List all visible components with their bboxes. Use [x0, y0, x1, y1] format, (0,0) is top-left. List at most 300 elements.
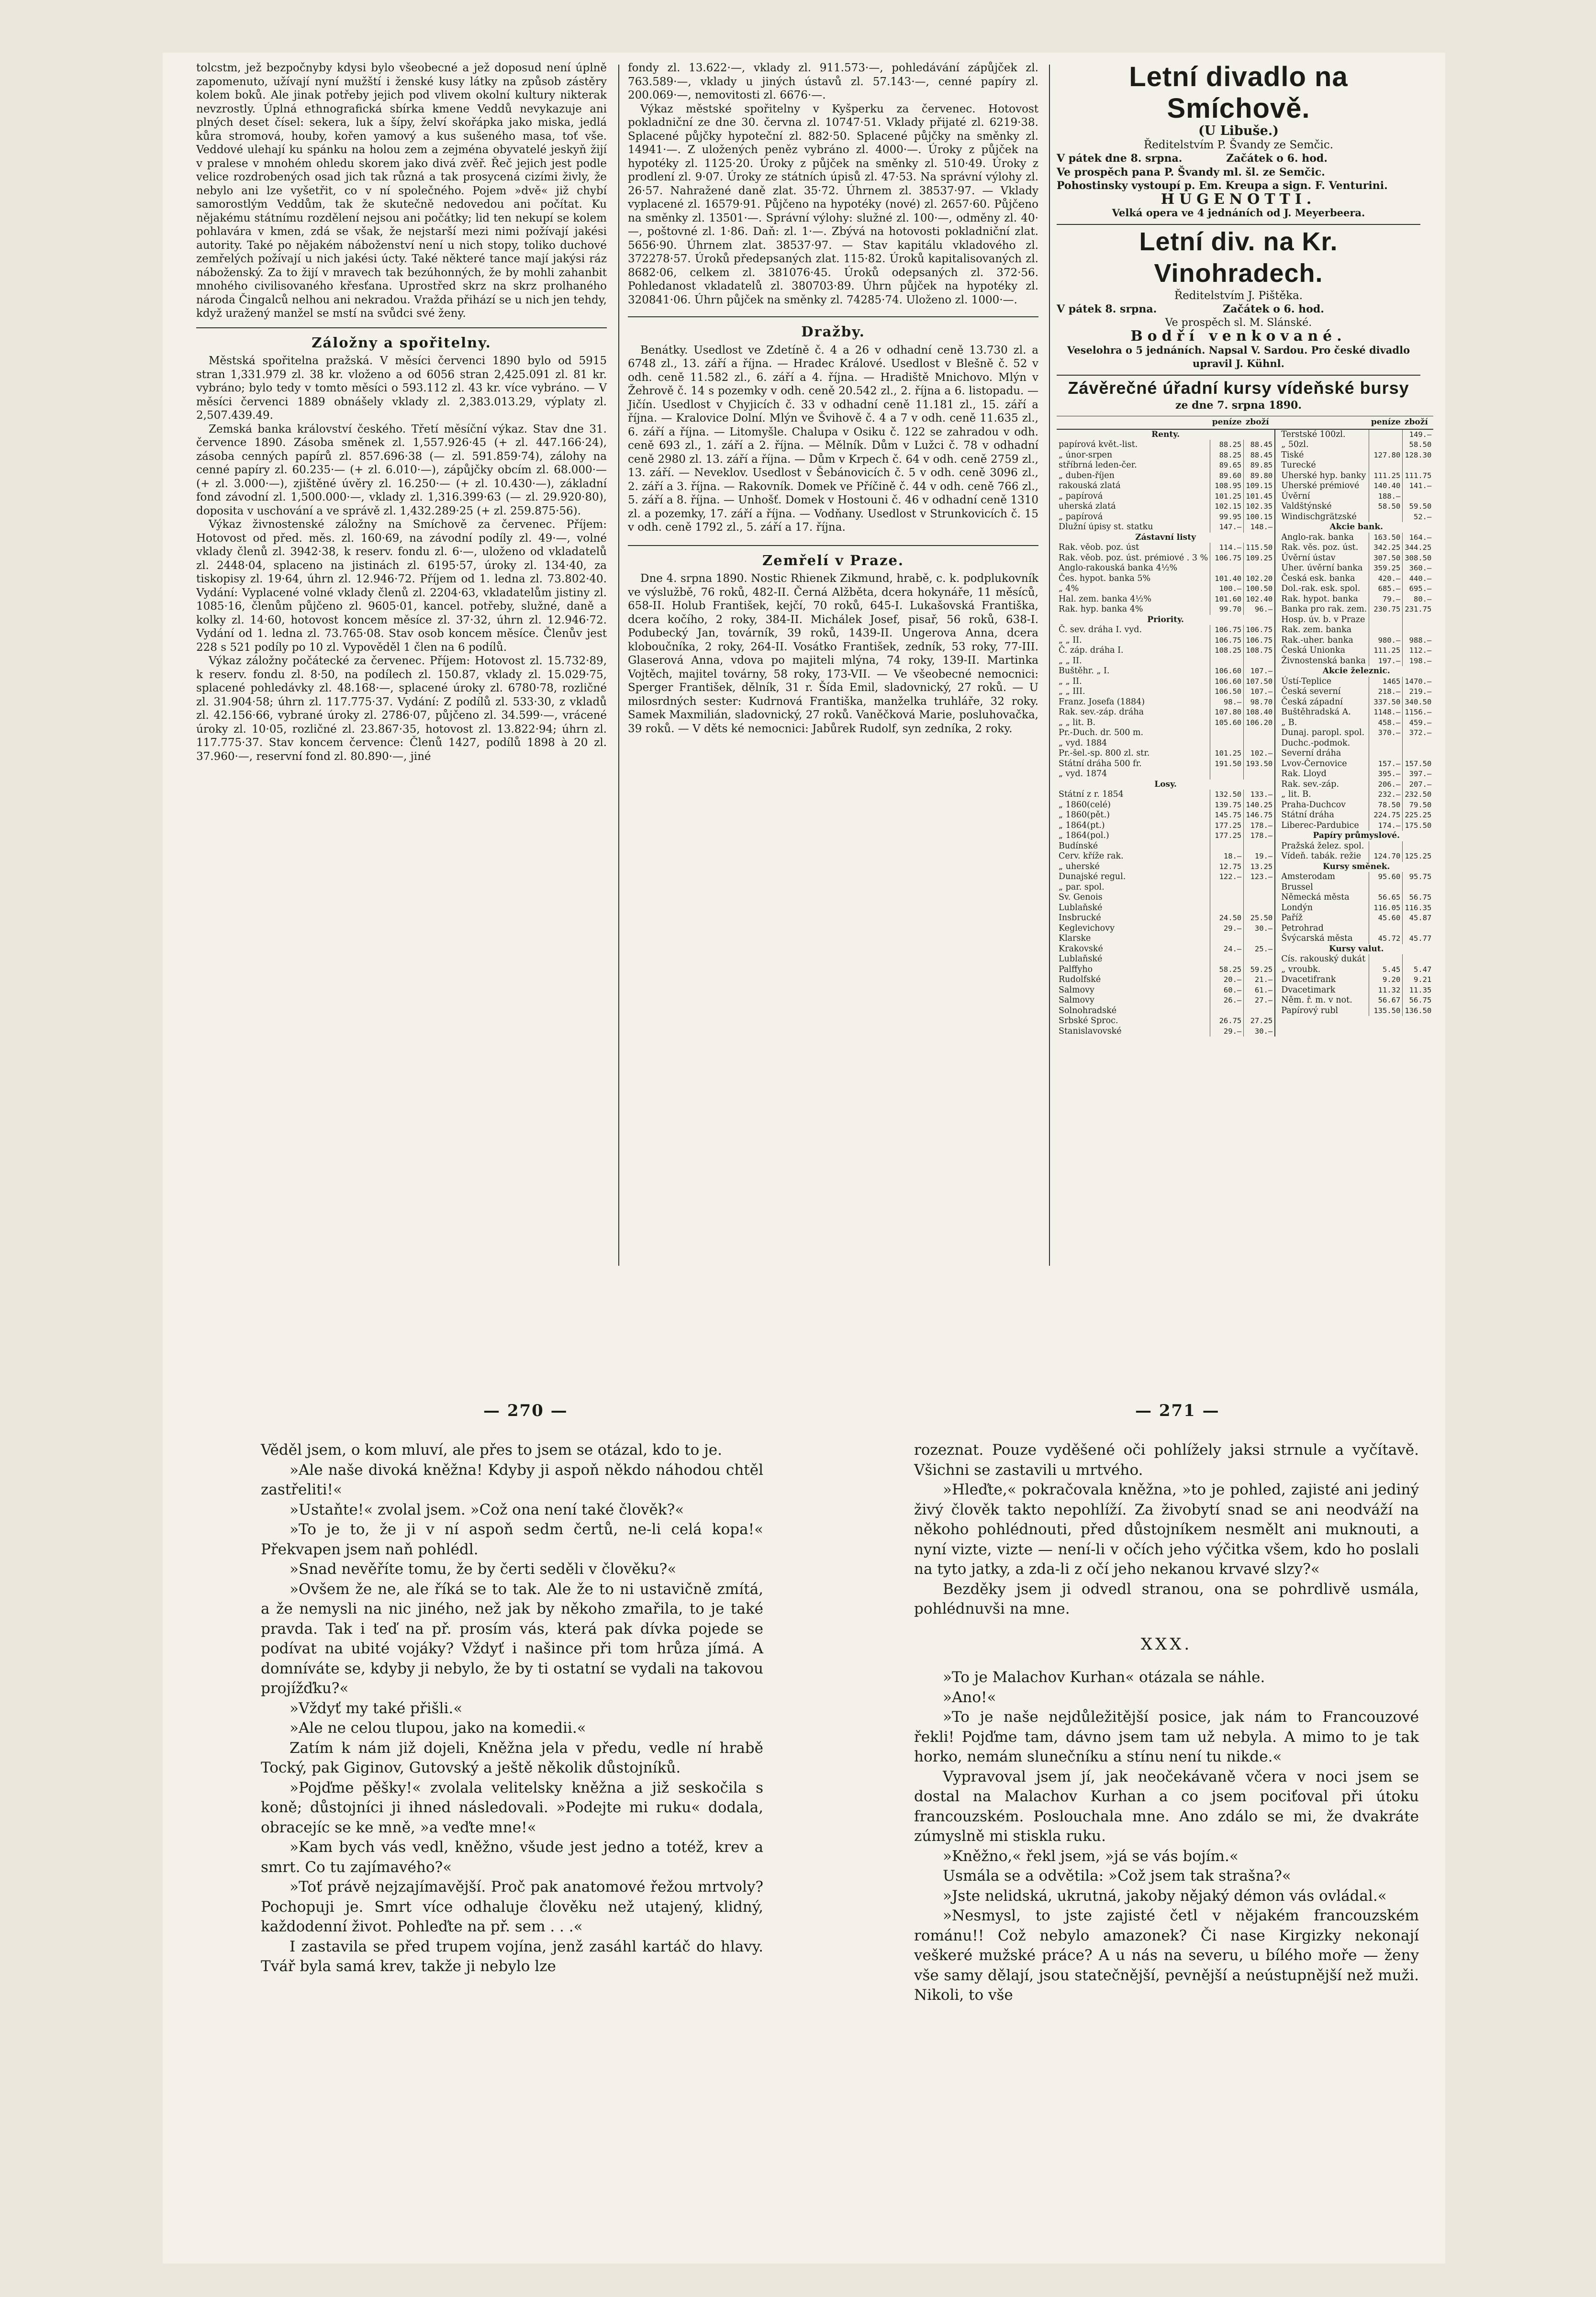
bourse-security-name: „ vyd. 1874 [1059, 769, 1107, 779]
bourse-price-zbozi: 231.75 [1403, 604, 1434, 615]
bourse-price-penize: 116.05 [1369, 903, 1403, 914]
bourse-price-zbozi [1403, 615, 1434, 625]
bourse-security-name: Státní dráha [1281, 810, 1334, 820]
bourse-price-penize: 197.— [1369, 656, 1403, 667]
bourse-price-penize: 224.75 [1369, 810, 1403, 821]
bourse-price-zbozi: 59.50 [1403, 502, 1434, 512]
bourse-price-zbozi: 1156.— [1403, 707, 1434, 718]
bourse-security-name: Rudolfské [1059, 975, 1101, 984]
bourse-security-name: „ duben-říjen [1059, 470, 1115, 480]
bourse-price-penize: 29.— [1210, 1026, 1244, 1037]
bourse-security-name: Úvěrní ústav [1281, 553, 1336, 563]
bourse-price-penize [1369, 924, 1403, 934]
book-paragraph: Zatím k nám již dojeli, Kněžna jela v předu, vedle ní hrabě Tocký, pak Giginov, Gutovský a ještě několik důstojníků. [261, 1739, 763, 1776]
bourse-price-penize [1369, 841, 1403, 852]
bourse-security-name: Paříž [1281, 913, 1303, 923]
bourse-security-name: Anglo-rakouská banka 4½% [1059, 563, 1178, 573]
bourse-price-penize: 89.60 [1210, 471, 1244, 481]
bourse-security-name: Dvacetifrank [1281, 975, 1336, 984]
bourse-price-zbozi: 140.25 [1244, 800, 1275, 811]
bourse-price-zbozi: 1470.— [1403, 677, 1434, 687]
bourse-security-name: Č. sev. dráha I. vyd. [1059, 625, 1142, 635]
bourse-row [1057, 697, 1433, 708]
bourse-price-penize: 24.50 [1210, 913, 1244, 924]
bourse-price-zbozi [1403, 738, 1434, 749]
bourse-category: Zástavní listy [1135, 532, 1196, 542]
bourse-price-penize: 101.60 [1210, 594, 1244, 605]
bourse-price-penize: 230.75 [1369, 604, 1403, 615]
bourse-price-zbozi: 106.75 [1244, 625, 1275, 636]
bourse-category: Losy. [1154, 779, 1177, 789]
bourse-security-name: Česká západní [1281, 697, 1343, 707]
bourse-price-penize: 191.50 [1210, 759, 1244, 769]
bourse-row [1057, 471, 1433, 481]
bourse-price-zbozi: 27.25 [1244, 1016, 1275, 1026]
bourse-price-zbozi: 13.25 [1244, 862, 1275, 872]
bourse-price-penize: 106.50 [1210, 687, 1244, 697]
bourse-security-name: Papírový rubl [1281, 1005, 1339, 1015]
bourse-price-zbozi [1244, 656, 1275, 667]
bourse-security-name: „ „ II. [1059, 635, 1082, 645]
bourse-price-penize: 9.20 [1369, 975, 1403, 985]
bourse-price-zbozi: 193.50 [1244, 759, 1275, 769]
bourse-price-penize: 29.— [1210, 924, 1244, 934]
theater-vinohrady-title: Letní div. na Kr. Vinohradech. [1139, 227, 1338, 288]
bourse-price-penize: 420.— [1369, 574, 1403, 584]
bourse-price-penize: 5.45 [1369, 965, 1403, 975]
bourse-price-zbozi: 397.— [1403, 769, 1434, 780]
bourse-security-name: „ 1860(celé) [1059, 800, 1111, 810]
bourse-price-penize: 188.— [1369, 491, 1403, 502]
bourse-price-penize [1210, 563, 1244, 574]
bourse-security-name: Česká esk. banka [1281, 573, 1355, 583]
bourse-price-penize: 177.25 [1210, 821, 1244, 831]
bourse-price-penize: 99.70 [1210, 604, 1244, 615]
bourse-price-zbozi: 146.75 [1244, 810, 1275, 821]
bourse-security-name: „ únor-srpen [1059, 450, 1113, 460]
bourse-price-penize: 26.— [1210, 995, 1244, 1006]
bourse-price-penize: 342.25 [1369, 543, 1403, 553]
bourse-row [1057, 748, 1433, 759]
theater-line: Ve prospěch pana P. Švandy ml. šl. ze Semčic. [1057, 166, 1325, 178]
bourse-price-penize [1210, 1006, 1244, 1016]
bourse-price-zbozi: 109.15 [1244, 481, 1275, 491]
bourse-security-name: Česká Unionka [1281, 646, 1346, 655]
bourse-price-penize: 337.50 [1369, 697, 1403, 708]
bourse-price-penize [1369, 512, 1403, 523]
bourse-security-name: Švýcarská města [1281, 934, 1353, 943]
bourse-security-name: „ 1860(pět.) [1059, 810, 1110, 820]
bourse-security-name: Rak. sev.-záp. dráha [1059, 707, 1144, 717]
bourse-security-name: Praha-Duchcov [1281, 800, 1346, 810]
bourse-price-zbozi: 107.— [1244, 687, 1275, 697]
bourse-security-name: Hal. zem. banka 4½% [1059, 594, 1151, 604]
bourse-price-penize [1210, 738, 1244, 749]
savings-paragraph: Výkaz živnostenské záložny na Smíchově za červenec. Příjem: Hotovost od před. měs. zl. 160·69, na závodní podíly zl. 49·—, volné vklady členů zl. 3942·38, k reserv. fondu zl. 6·—, uloženo od vkladatelů zl. 2448·04, splaceno na jistinách zl. 6195·57, úroky zl. 134·40, za tiskopisy zl. 19·64, úhrn zl. 12.946·72. Příjem od 1. ledna zl. 73.802·40. Vydání: Vyplacené volné vklady členů zl. 2204·63, vkladatelům jistiny zl. 1085·16, členům půjčeno zl. 9605·01, kancel. potřeby, služné, daně a kolky zl. 14·60, hotovost koncem měsíce zl. 37·32, úhrn zl. 12.946·72. Vydání od 1. ledna zl. 73.765·08. Stav osob koncem měsíce. Členův jest 228 s 521 podíly po 10 zl. Vypověděl 1 člen na 6 podílů. [196, 518, 607, 654]
book-paragraph: »To je naše nejdůležitější posice, jak nám to Francouzové řekli! Pojďme tam, dávno jsem tam už nebyla. A mimo to je tak horko, nemám slunečníku a stínu není tu nikde.« [914, 1708, 1419, 1765]
bourse-price-zbozi: 112.— [1403, 646, 1434, 656]
bourse-row [1057, 965, 1433, 975]
bourse-price-zbozi [1244, 934, 1275, 944]
bourse-price-penize: 395.— [1369, 769, 1403, 780]
bourse-price-zbozi: 440.— [1403, 574, 1434, 584]
bourse-security-name: Severní dráha [1281, 748, 1341, 758]
book-paragraph: »Ale naše divoká kněžna! Kdyby ji aspoň někdo náhodou chtěl zastřeliti!« [261, 1461, 763, 1498]
bourse-security-name: Windischgrätzské [1281, 512, 1357, 522]
bourse-price-penize: 106.75 [1210, 636, 1244, 646]
bourse-price-zbozi [1403, 460, 1434, 471]
bourse-security-name: „ lit. B. [1281, 790, 1311, 799]
bourse-security-name: Vídeň. tabák. režie [1281, 851, 1362, 861]
bourse-category: Renty. [1151, 429, 1180, 439]
bourse-price-penize [1210, 656, 1244, 667]
bourse-security-name: Pr.-Duch. dr. 500 m. [1059, 728, 1144, 737]
bourse-security-name: Salmovy [1059, 985, 1094, 995]
bourse-security-name: Rak.-uher. banka [1281, 635, 1353, 645]
bourse-row [1057, 954, 1433, 965]
bourse-row [1057, 440, 1433, 450]
bourse-price-zbozi: 123.— [1244, 872, 1275, 882]
bourse-row [1057, 841, 1433, 852]
theater-play-note: Veselohra o 5 jednáních. Napsal V. Sardou. Pro české divadlo upravil J. Kühnl. [1067, 344, 1410, 369]
bourse-price-penize: 108.95 [1210, 481, 1244, 491]
theater-smichov-subtitle: (U Libuše.) [1198, 123, 1279, 138]
bourse-security-name: Úvěrní [1281, 491, 1310, 501]
bourse-security-name: Lublaňské [1059, 903, 1103, 913]
bourse-security-name: Buštěhradská A. [1281, 707, 1351, 717]
book-paragraph: »Pojďme pěšky!« zvolala velitelsky kněžna a již seskočila s koně; důstojníci ji ihned následovali. »Podejte mi ruku« dodala, obracejíc se ke mně, »a veďte mne!« [261, 1779, 763, 1836]
bourse-price-penize: 58.50 [1369, 502, 1403, 512]
bourse-price-zbozi [1244, 841, 1275, 852]
bourse-price-penize [1369, 738, 1403, 749]
bourse-price-zbozi: 30.— [1244, 1026, 1275, 1037]
bourse-price-penize: 111.25 [1369, 471, 1403, 481]
theater-line: Pohostinsky vystoupí p. Em. Kreupa a sign. F. Venturini. [1057, 179, 1388, 192]
bourse-security-name: Německá města [1281, 892, 1350, 902]
bourse-price-penize [1210, 892, 1244, 903]
bourse-row [1057, 646, 1433, 656]
bourse-security-name: „ 1864(pt.) [1059, 820, 1105, 830]
column-divider [1049, 65, 1050, 1266]
bourse-row [1057, 1026, 1433, 1037]
bourse-row [1057, 728, 1433, 738]
bourse-price-penize: 24.— [1210, 944, 1244, 955]
bourse-security-name: Rak. zem. banka [1281, 625, 1352, 635]
bourse-price-zbozi: 149.— [1403, 429, 1434, 440]
bourse-security-name: Čes. hypot. banka 5% [1059, 573, 1151, 583]
bourse-security-name: „ „ lit. B. [1059, 717, 1096, 727]
column-left [196, 61, 607, 1267]
bourse-price-penize: 107.80 [1210, 707, 1244, 718]
bourse-price-zbozi: 89.85 [1244, 460, 1275, 471]
section-title-drazby: Dražby. [801, 323, 865, 340]
bourse-price-zbozi: 27.— [1244, 995, 1275, 1006]
bourse-price-zbozi: 164.— [1403, 533, 1434, 543]
bourse-price-zbozi: 128.30 [1403, 450, 1434, 461]
bourse-price-zbozi: 372.— [1403, 728, 1434, 738]
bourse-row [1057, 1016, 1433, 1026]
col-header-zbozi: zboží [1403, 416, 1434, 429]
bourse-security-name: Amsterodam [1281, 872, 1335, 881]
bourse-price-zbozi: 101.45 [1244, 491, 1275, 502]
bourse-security-name: Klarske [1059, 934, 1091, 943]
bourse-price-zbozi: 21.— [1244, 975, 1275, 985]
bourse-price-zbozi: 988.— [1403, 636, 1434, 646]
book-paragraph: »Ale ne celou tlupou, jako na komedii.« [290, 1719, 586, 1737]
bourse-row [1057, 790, 1433, 800]
zemreli-text: Dne 4. srpna 1890. Nostic Rhienek Zikmund, hrabě, c. k. podplukovník ve výslužbě, 76 roků, 482-II. Černá Alžběta, dcera hokynáře, 11 měsíců, 658-II. Holub František, kejčí, 70 roků, 645-I. Lukašovská Františka, dcera kočího, 2 roky, 384-II. Michálek Josef, pisař, 56 roků, 638-I. Podubecký Jan, továrník, 39 roků, 1439-II. Ungerova Anna, dcera kloboučníka, 2 roky, 264-II. Vosátko František, zedník, 53 roky, 77-III. Glaserová Anna, vdova po majiteli mlýna, 74 roky, 139-II. Martinka Vojtěch, majitel továrny, 58 roky, 173-VII. — Ve všeobecné nemocnici: Sperger František, dělník, 31 r. Šída Emil, sladovnický, 27 roků. — U milosrdných sester: Kudrnová Františka, manželka truhláře, 32 roky. Samek Maxmilián, sladovnický, 27 roků. Vaněčková Marie, posluhovačka, 39 roků. — V děts ké nemocnici: Jabůrek Rudolf, syn zedníka, 2 roky. [628, 572, 1038, 735]
divider [628, 545, 1038, 546]
bourse-price-zbozi: 56.75 [1403, 995, 1434, 1006]
bourse-row [1057, 491, 1433, 502]
bourse-security-name: Ústí-Teplice [1281, 676, 1332, 686]
bourse-security-name: Srbské Sproc. [1059, 1016, 1118, 1026]
bourse-price-zbozi: 136.50 [1403, 1006, 1434, 1016]
bourse-price-penize [1369, 748, 1403, 759]
bourse-price-zbozi: 88.45 [1244, 450, 1275, 461]
divider [1057, 224, 1420, 225]
bourse-price-penize [1210, 903, 1244, 914]
bourse-price-penize: 99.95 [1210, 512, 1244, 523]
bourse-price-penize: 135.50 [1369, 1006, 1403, 1016]
bourse-price-penize: 124.70 [1369, 851, 1403, 862]
theater-play-title: Bodří venkované. [1130, 328, 1347, 345]
bourse-security-name: „ „ II. [1059, 656, 1082, 666]
bourse-price-zbozi: 178.— [1244, 831, 1275, 841]
bourse-price-zbozi: 52.— [1403, 512, 1434, 523]
bourse-row [1057, 533, 1433, 543]
bourse-security-name: „ „ III. [1059, 687, 1085, 696]
savings-paragraph: Městská spořitelna pražská. V měsíci červenci 1890 bylo od 5915 stran 1,331.979 zl. 38 kr. vloženo a od 6056 stran 2,425.091 zl. 81 kr. vybráno; bylo tedy v tomto měsíci o 593.112 zl. 43 kr. více vybráno. — V měsíci červenci 1889 obnášely vklady zl. 2,383.013.29, výplaty zl. 2,507.439.49. [196, 355, 607, 422]
bourse-price-penize [1210, 882, 1244, 893]
bourse-price-penize: 106.60 [1210, 666, 1244, 677]
bourse-category: Kursy směnek. [1323, 861, 1390, 871]
bourse-security-name: Dunajské regul. [1059, 872, 1126, 881]
section-title-zalozny: Záložny a spořitelny. [312, 334, 491, 351]
bourse-security-name: Rak. hypot. banka [1281, 594, 1358, 604]
bourse-price-zbozi: 106.75 [1244, 636, 1275, 646]
bourse-row [1057, 985, 1433, 996]
theater-play-note: Velká opera ve 4 jednáních od J. Meyerbeera. [1112, 207, 1365, 219]
bourse-price-zbozi: 360.— [1403, 563, 1434, 574]
bourse-row [1057, 1006, 1433, 1016]
bourse-row [1057, 594, 1433, 605]
bourse-price-zbozi: 340.50 [1403, 697, 1434, 708]
bourse-price-penize: 980.— [1369, 636, 1403, 646]
bourse-security-name: rakouská zlatá [1059, 481, 1121, 491]
bourse-security-name: Duchc.-podmok. [1281, 738, 1350, 748]
bourse-price-penize: 685.— [1369, 584, 1403, 594]
bourse-security-name: „ par. spol. [1059, 882, 1105, 892]
bourse-price-zbozi: 59.25 [1244, 965, 1275, 975]
bourse-price-penize: 127.80 [1369, 450, 1403, 461]
bourse-price-zbozi [1244, 728, 1275, 738]
theater-line: Ředitelstvím J. Pištěka. [1174, 289, 1303, 302]
bourse-category: Akcie bank. [1329, 522, 1384, 532]
bourse-price-zbozi [1244, 903, 1275, 914]
bourse-row [1057, 677, 1433, 687]
bourse-security-name: Keglevichovy [1059, 923, 1115, 933]
bourse-price-penize: 106.75 [1210, 553, 1244, 564]
bourse-price-penize: 45.72 [1369, 934, 1403, 944]
bourse-security-name: stříbrná leden-čer. [1059, 460, 1137, 470]
bourse-row [1057, 543, 1433, 553]
bourse-row [1057, 450, 1433, 461]
book-paragraph: Usmála se a odvětila: »Což jsem tak strašna?« [943, 1867, 1291, 1884]
bourse-price-penize [1210, 954, 1244, 965]
bourse-price-penize: 18.— [1210, 851, 1244, 862]
bourse-price-penize: 458.— [1369, 718, 1403, 728]
bourse-price-penize: 114.— [1210, 543, 1244, 553]
bourse-price-penize: 88.25 [1210, 440, 1244, 450]
bourse-price-penize: 307.50 [1369, 553, 1403, 564]
bourse-security-name: Státní dráha 500 fr. [1059, 758, 1142, 769]
bourse-price-penize [1369, 625, 1403, 636]
bourse-row [1057, 780, 1433, 790]
bourse-price-zbozi: 102.40 [1244, 594, 1275, 605]
book-paragraph: »Vždyť my také přišli.« [290, 1699, 463, 1717]
book-paragraph: »Ovšem že ne, ale říká se to tak. Ale že to ni ustavičně zmítá, a že nemysli na nic jiného, než jak by někoho zmařila, to je také pravda. Tak i teď na př. prosím vás, která pak dívka pojede se podívat na ubité vojáky? Vždyť i našince při tom hrůza jímá. A domníváte se, kdyby ji nebylo, že by ti ostatní se vydali na takovou projížďku?« [261, 1580, 763, 1697]
bourse-row [1057, 769, 1433, 780]
bourse-security-name: Turecké [1281, 460, 1316, 470]
bourse-price-zbozi: 61.— [1244, 985, 1275, 996]
bourse-price-zbozi [1403, 625, 1434, 636]
bourse-price-penize [1210, 934, 1244, 944]
bourse-price-zbozi: 25.50 [1244, 913, 1275, 924]
bourse-price-zbozi: 9.21 [1403, 975, 1434, 985]
bourse-price-penize: 163.50 [1369, 533, 1403, 543]
column-right [1057, 61, 1432, 1272]
bourse-price-penize: 12.75 [1210, 862, 1244, 872]
bourse-price-zbozi: 232.50 [1403, 790, 1434, 800]
bourse-security-name: „ vroubk. [1281, 964, 1321, 974]
drazby-text: Benátky. Usedlost ve Zdetíně č. 4 a 26 v odhadní ceně 13.730 zl. a 6748 zl., 13. září a října. — Hradec Králové. Usedlost v Blešně č. 52 v odh. ceně 11.582 zl., 6. září a 4. října. — Hradiště Mnichovo. Mlýn v Žehrově č. 14 s pozemky v odh. ceně 20.542 zl., 2. října a 6. listopadu. — Jičín. Usedlost v Chyjicích č. 33 v odhadní ceně 11.181 zl., 15. září a října. — Kralovice Dolní. Mlýn ve Švihově č. 4 a 7 v odh. ceně 11.635 zl., 6. září a října. — Litomyšle. Chalupa v Osiku č. 122 se zahradou v odh. ceně 693 zl., 1. září a 2. října. — Mělník. Dům v Lužci č. 78 v odhadní ceně 2980 zl. 13. září a října. — Dům v Krpech č. 64 v odh. ceně 2759 zl., 13. září. — Neveklov. Usedlost v Šebánovicích č. 5 v odh. ceně 3096 zl., 2. září a 3. října. — Rakovník. Domek ve Příčině č. 44 v odh. ceně 766 zl., 5. září a 8. října. — Unhošť. Domek v Hostouni č. 46 v odhadní ceně 1310 zl. a pozemky, 17. září a října. — Vodňany. Usedlost v Strunkovicích č. 15 v odh. ceně 1792 zl., 5. září a 17. října. [628, 344, 1038, 534]
bourse-price-penize: 139.75 [1210, 800, 1244, 811]
bourse-price-zbozi: 102.35 [1244, 502, 1275, 512]
bourse-row [1057, 810, 1433, 821]
bourse-price-penize [1369, 882, 1403, 893]
bourse-price-zbozi: 198.— [1403, 656, 1434, 667]
theater-line: V pátek dne 8. srpna. Začátek o 6. hod. [1057, 152, 1328, 165]
bourse-security-name: „ 50zl. [1281, 440, 1309, 449]
bourse-price-penize [1369, 429, 1403, 440]
bourse-price-penize: 1148.— [1369, 707, 1403, 718]
bourse-security-name: Cís. rakouský dukát [1281, 954, 1366, 964]
bourse-security-name: „ 4% [1059, 584, 1079, 593]
bourse-price-zbozi: 56.75 [1403, 892, 1434, 903]
book-paragraph: rozeznat. Pouze vyděšené oči pohlížely jaksi strnule a vyčítavě. Všichni se zastavili u mrtvého. [914, 1441, 1419, 1479]
section-title-zemreli: Zemřelí v Praze. [762, 552, 904, 569]
bourse-security-name: Valdštýnské [1281, 502, 1332, 511]
bourse-row [1057, 666, 1433, 677]
column-middle [628, 61, 1038, 1267]
bourse-price-penize [1369, 615, 1403, 625]
bourse-price-penize [1369, 460, 1403, 471]
bourse-security-name: Dvacetimark [1281, 985, 1336, 995]
page-number-right: — 271 — [1135, 1401, 1220, 1420]
bourse-price-zbozi: 225.25 [1403, 810, 1434, 821]
bourse-security-name: Rak. věob. poz. úst [1059, 543, 1139, 552]
bourse-security-name: Budínské [1059, 841, 1098, 851]
bourse-price-penize: 102.15 [1210, 502, 1244, 512]
bourse-price-penize: 79.— [1369, 594, 1403, 605]
bourse-security-name: „ papírová [1059, 491, 1103, 501]
bourse-security-name: Krakovské [1059, 944, 1103, 954]
bourse-security-name: Česká severní [1281, 687, 1341, 696]
bourse-price-penize: 232.— [1369, 790, 1403, 800]
bourse-price-zbozi [1244, 954, 1275, 965]
bourse-row [1057, 821, 1433, 831]
book-paragraph: »Kněžno,« řekl jsem, »já se vás bojím.« [943, 1847, 1239, 1865]
bourse-price-penize: 11.32 [1369, 985, 1403, 996]
bourse-row [1057, 625, 1433, 636]
bourse-table [1057, 416, 1433, 1037]
savings-paragraph: Výkaz záložny počátecké za červenec. Příjem: Hotovost zl. 15.732·89, k reserv. fondu zl. 8·50, na podílech zl. 150.87, vklady zl. 15.029·75, splacené pohledávky zl. 48.168·—, splacené úroky zl. 6780·78, rozličné zl. 31.904·58; úhrn zl. 117.775·37. Vydání: Z podílů zl. 533·30, z vkladů zl. 42.156·66, vybrané úroky zl. 2786·07, půjčeno zl. 34.599·—, vrácené úroky zl. 10·05, rozličné zl. 23.867·35, hotovost zl. 13.822·94; úhrn zl. 117.775·37. Stav koncem července: Členů 1427, podílů 1898 à 20 zl. 37.960·—, reservní fond zl. 80.890·—, jiné [196, 655, 607, 763]
book-paragraph: »Hleďte,« pokračovala kněžna, »to je pohled, zajisté ani jediný živý člověk takto nepohlíží. Za živobytí snad se ani neodváží na někoho pohlédnouti, před důstojníkem nesmělt ani muknouti, a nyní vizte, vizte — není-li v očích jeho výčitka všem, kdo ho poslali na tyto jatky, a zda-li z očí jeho nekanou krvavé slzy?« [914, 1481, 1419, 1578]
book-paragraph: »Ano!« [943, 1688, 996, 1706]
bourse-row [1057, 481, 1433, 491]
bourse-row [1057, 913, 1433, 924]
bourse-price-penize: 101.25 [1210, 748, 1244, 759]
book-paragraph: »Nesmysl, to jste zajisté četl v nějakém francouzském románu!! Což nebylo amazonek? Či nase Kirgizky nekonají veškeré mužské práce? A u nás na severu, u bílého moře — ženy vše samy dělají, jsou statečnější, pevnější a neústupnější než muži. Nikoli, to vše [914, 1907, 1419, 2004]
bourse-price-zbozi [1244, 563, 1275, 574]
bourse-price-penize [1369, 954, 1403, 965]
bourse-row [1057, 903, 1433, 914]
col-header-penize: peníze [1369, 416, 1403, 429]
bourse-price-zbozi [1403, 491, 1434, 502]
col-header-penize: peníze [1210, 416, 1244, 429]
bourse-price-penize: 111.25 [1369, 646, 1403, 656]
bourse-price-penize: 147.— [1210, 522, 1244, 533]
book-paragraph: I zastavila se před trupem vojína, jenž zasáhl kartáč do hlavy. Tvář byla samá krev, takže ji nebylo lze [261, 1938, 763, 1975]
col-header-zbozi: zboží [1244, 416, 1275, 429]
book-paragraph: »Kam bych vás vedl, kněžno, všude jest jedno a totéž, krev a smrt. Co tu zajímavého?« [261, 1839, 763, 1876]
bourse-security-name: Terstské 100zl. [1281, 429, 1346, 439]
bourse-security-name: Brussel [1281, 882, 1313, 892]
bourse-price-penize: 45.60 [1369, 913, 1403, 924]
bourse-security-name: Salmovy [1059, 995, 1094, 1005]
bourse-price-zbozi: 115.50 [1244, 543, 1275, 553]
bourse-price-zbozi: 459.— [1403, 718, 1434, 728]
bourse-category: Akcie železnic. [1322, 666, 1390, 676]
bourse-price-zbozi: 308.50 [1403, 553, 1434, 564]
bourse-price-zbozi: 88.45 [1244, 440, 1275, 450]
bourse-security-name: Rak. hyp. banka 4% [1059, 604, 1143, 614]
book-paragraph: »Ustaňte!« zvolal jsem. »Což ona není také člověk?« [290, 1501, 684, 1518]
book-paragraph: Vypravoval jsem jí, jak neočekávaně včera v noci jsem se dostal na Malachov Kurhan a co jsem pociťoval při útoku francouzském. Poslouchala mne. Ano zdálo se mi, že dvakráte zúmyslně mi stiskla ruku. [914, 1768, 1419, 1845]
bourse-price-penize: 132.50 [1210, 790, 1244, 800]
bourse-price-zbozi: 141.— [1403, 481, 1434, 491]
bourse-price-zbozi [1244, 892, 1275, 903]
bourse-price-zbozi: 111.75 [1403, 471, 1434, 481]
bourse-date: ze dne 7. srpna 1890. [1175, 399, 1302, 412]
book-paragraph: »To je Malachov Kurhan« otázala se náhle. [943, 1669, 1265, 1686]
book-paragraph: »To je to, že ji v ní aspoň sedm čertů, ne-li celá kopa!« Překvapen jsem naň pohlédl. [261, 1521, 763, 1558]
bourse-price-penize: 100.— [1210, 584, 1244, 594]
bourse-row [1057, 800, 1433, 811]
bourse-price-zbozi: 125.25 [1403, 851, 1434, 862]
bourse-price-zbozi: 58.50 [1403, 440, 1434, 450]
bourse-security-name: Banka pro rak. zem. [1281, 604, 1367, 614]
column-divider [618, 65, 619, 1266]
bourse-price-penize: 106.75 [1210, 625, 1244, 636]
bourse-row [1057, 851, 1433, 862]
bourse-row [1057, 882, 1433, 893]
bourse-security-name: Dol.-rak. esk. spol. [1281, 584, 1361, 593]
bourse-row [1057, 574, 1433, 584]
bourse-row [1057, 584, 1433, 594]
bourse-price-zbozi: 207.— [1403, 780, 1434, 790]
